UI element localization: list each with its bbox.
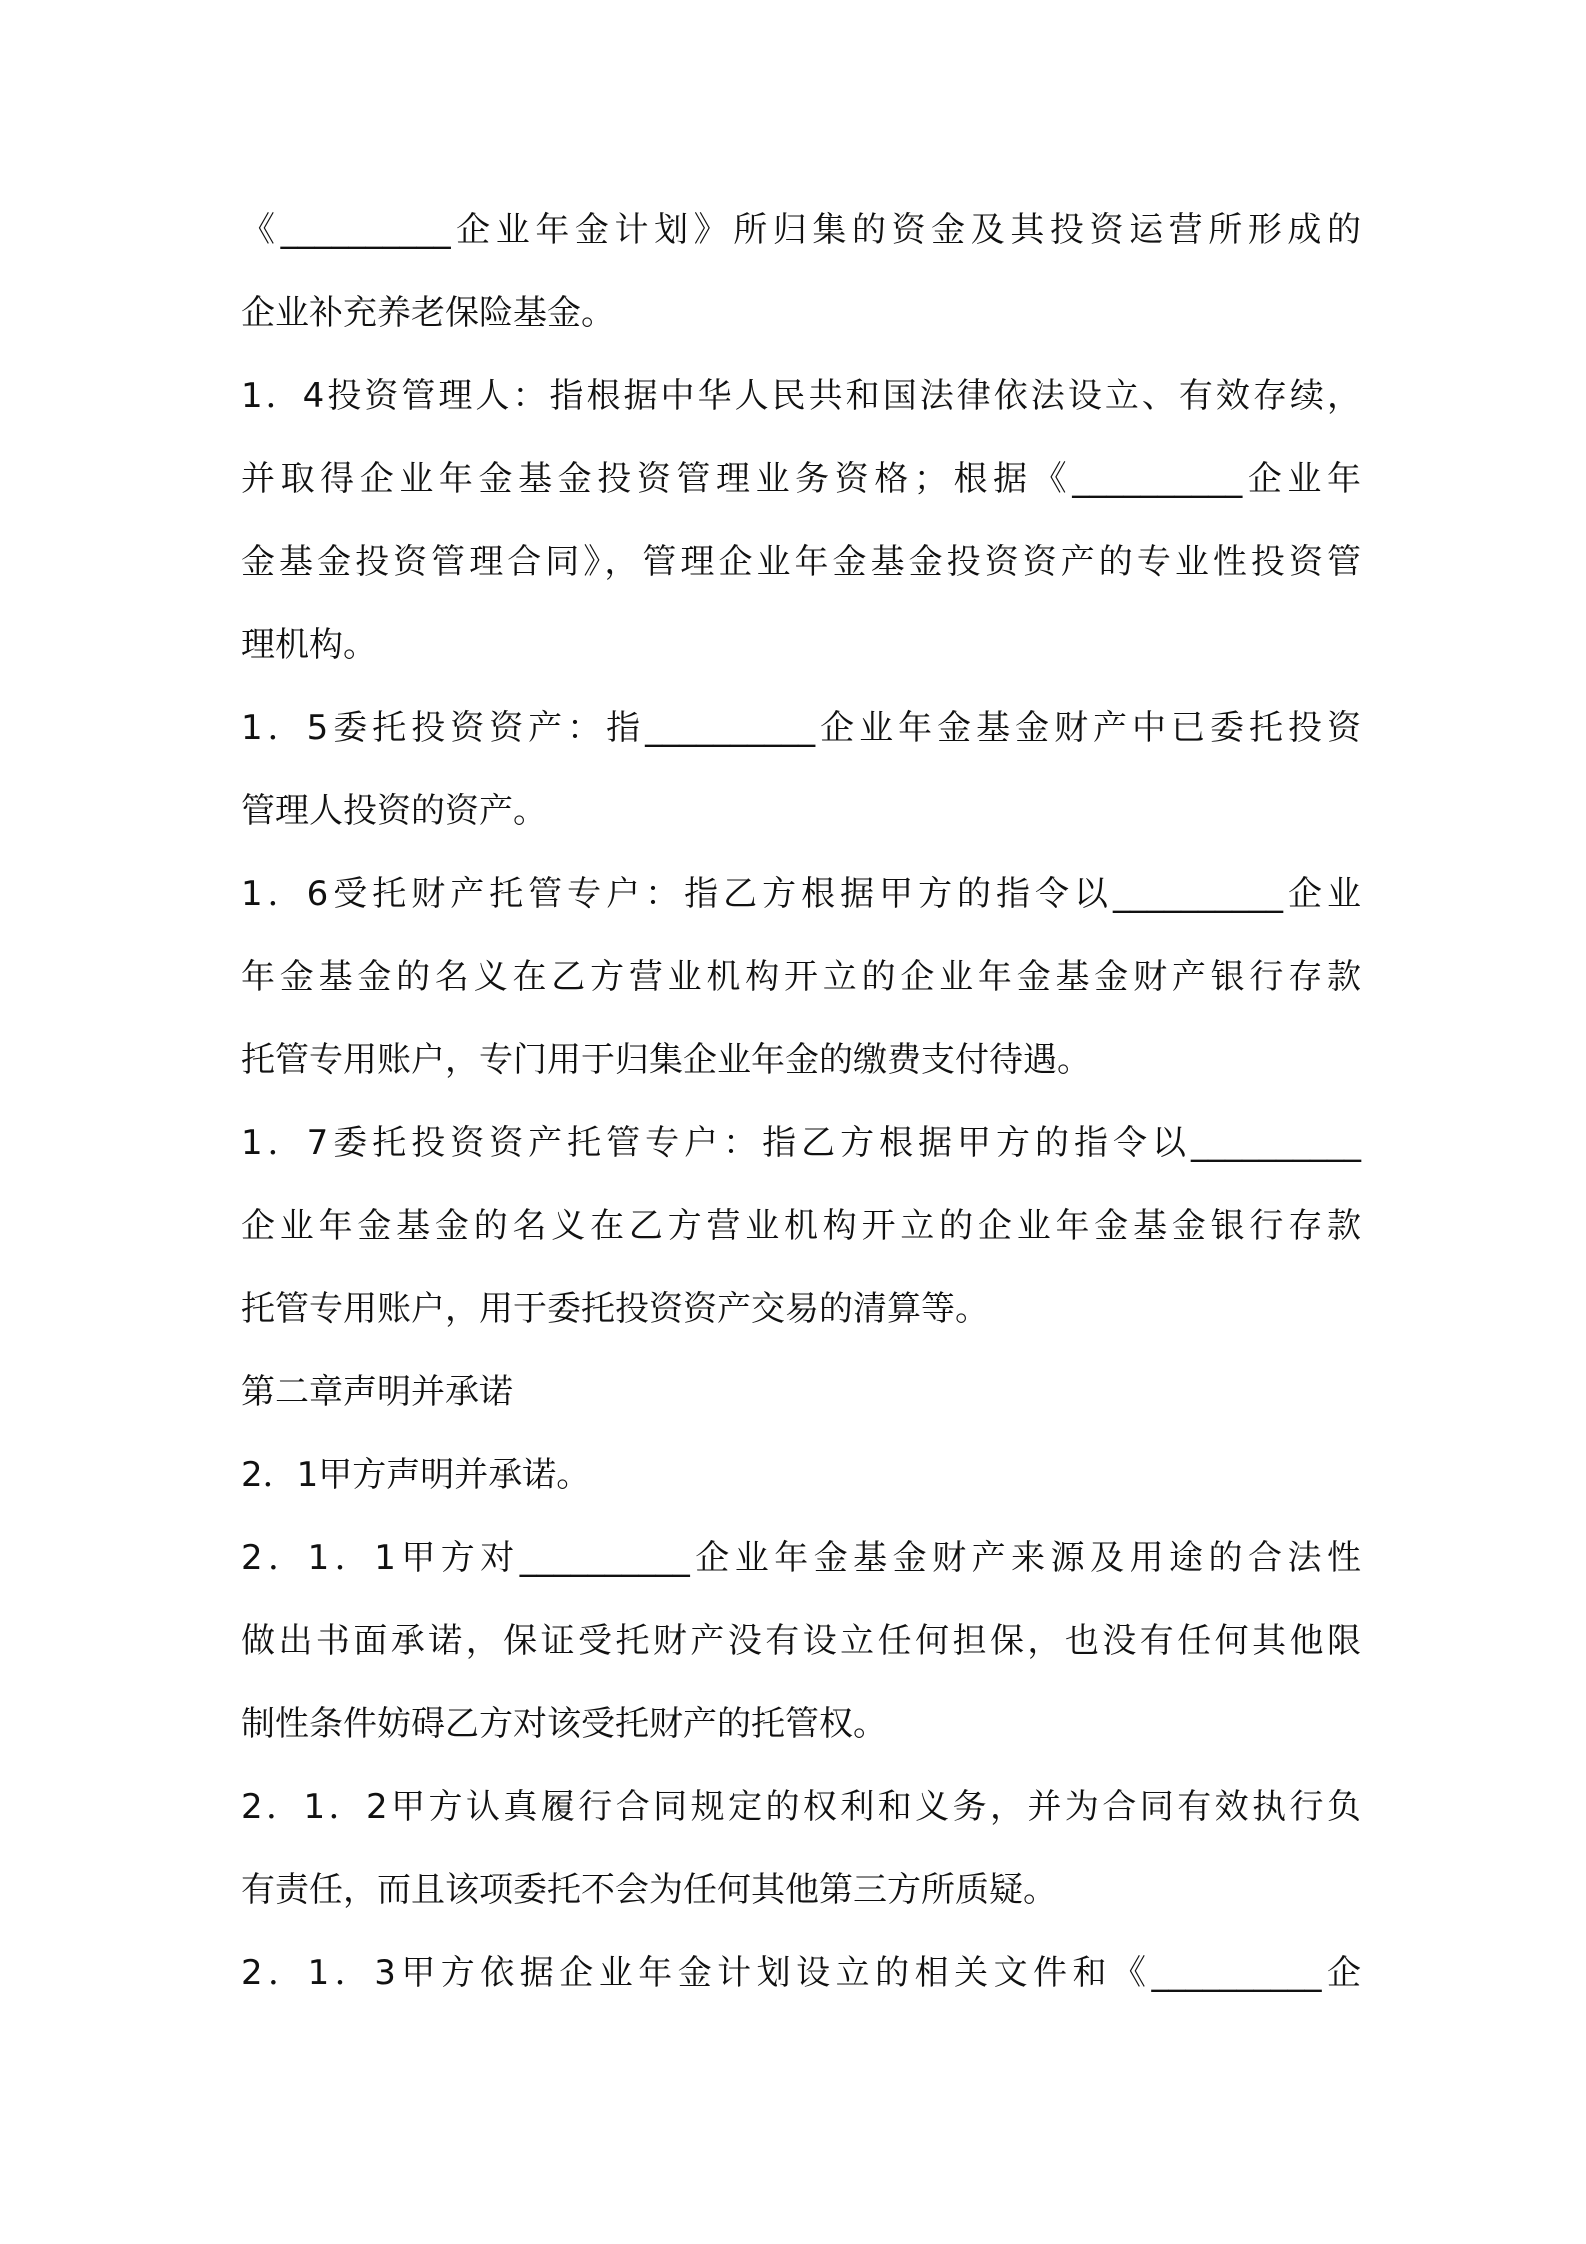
- text-line: 企业补充养老保险基金。: [241, 293, 615, 333]
- text-line: 2．1．3甲方依据企业年金计划设立的相关文件和《__________企: [241, 1953, 1361, 1993]
- text-line: 2．1甲方声明并承诺。: [241, 1455, 591, 1495]
- text-line: 金基金投资管理合同》，管理企业年金基金投资资产的专业性投资管: [241, 542, 1361, 582]
- section-heading: 第二章声明并承诺: [241, 1372, 513, 1412]
- text-line: 2．1．2甲方认真履行合同规定的权利和义务，并为合同有效执行负: [241, 1787, 1361, 1827]
- text-line: 做出书面承诺，保证受托财产没有设立任何担保，也没有任何其他限: [241, 1621, 1361, 1661]
- text-line: 理机构。: [241, 625, 377, 665]
- text-line: 并取得企业年金基金投资管理业务资格；根据《__________企业年: [241, 459, 1361, 499]
- text-line: 制性条件妨碍乙方对该受托财产的托管权。: [241, 1704, 887, 1744]
- text-line: 有责任，而且该项委托不会为任何其他第三方所质疑。: [241, 1870, 1057, 1910]
- text-line: 1．7委托投资资产托管专户：指乙方根据甲方的指令以__________: [241, 1123, 1361, 1163]
- text-line: 1．4投资管理人：指根据中华人民共和国法律依法设立、有效存续，: [241, 376, 1361, 416]
- text-line: 托管专用账户，专门用于归集企业年金的缴费支付待遇。: [241, 1040, 1091, 1080]
- text-line: 企业年金基金的名义在乙方营业机构开立的企业年金基金银行存款: [241, 1206, 1361, 1246]
- text-line: 1．6受托财产托管专户：指乙方根据甲方的指令以__________企业: [241, 874, 1361, 914]
- text-line: 1．5委托投资资产：指__________企业年金基金财产中已委托投资: [241, 708, 1361, 748]
- text-line: 管理人投资的资产。: [241, 791, 547, 831]
- text-line: 托管专用账户，用于委托投资资产交易的清算等。: [241, 1289, 989, 1329]
- text-line: 2．1．1甲方对__________企业年金基金财产来源及用途的合法性: [241, 1538, 1361, 1578]
- text-line: 年金基金的名义在乙方营业机构开立的企业年金基金财产银行存款: [241, 957, 1361, 997]
- text-line: 《__________企业年金计划》所归集的资金及其投资运营所形成的: [241, 210, 1361, 250]
